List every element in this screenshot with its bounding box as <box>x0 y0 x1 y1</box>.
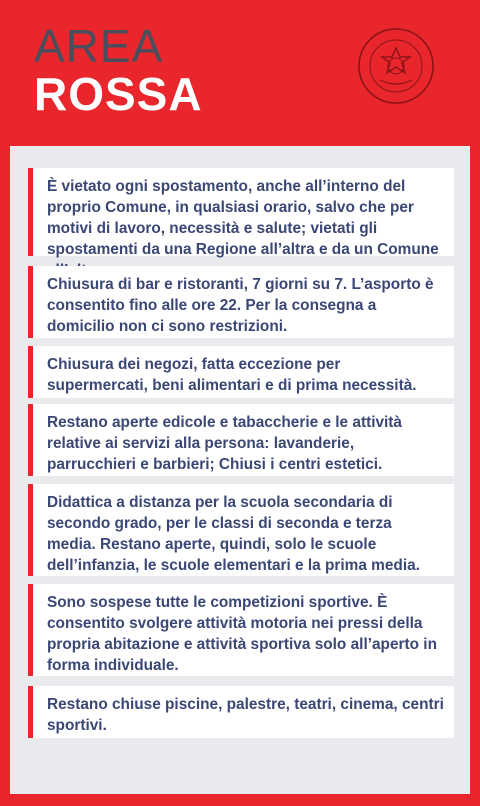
rule-card <box>28 168 454 256</box>
rule-card <box>28 686 454 738</box>
header <box>0 0 480 145</box>
rule-text: Chiusura dei negozi, fatta eccezione per supermercati, beni alimentari e di prima necessità. <box>47 356 417 394</box>
rule-text: Chiusura di bar e ristoranti, 7 giorni su 7. L’asporto è consentito fino alle ore 22. Per la consegna a domicilio non ci sono restrizioni. <box>47 276 434 335</box>
rule-text: Sono sospese tutte le competizioni sportive. È consentito svolgere attività motoria nei pressi della propria abitazione e attività sportiva solo all’aperto in forma individuale. <box>47 594 437 674</box>
title-area: AREA <box>34 20 164 72</box>
title-rossa: ROSSA <box>34 68 203 120</box>
rule-text: Restano chiuse piscine, palestre, teatri, cinema, centri sportivi. <box>47 696 444 734</box>
rule-text: Restano aperte edicole e tabaccherie e le attività relative ai servizi alla persona: lavanderie, parrucchieri e barbieri; Chiusi i centri estetici. <box>47 414 402 473</box>
rule-card <box>28 404 454 476</box>
rule-card <box>28 484 454 576</box>
seal-emblem-icon <box>342 26 450 106</box>
rule-text: Didattica a distanza per la scuola secondaria di secondo grado, per le classi di seconda e terza media. Restano aperte, quindi, solo le scuole dell’infanzia, le scuole elementari e la prima media. <box>47 494 420 574</box>
rule-card <box>28 346 454 398</box>
rule-text: È vietato ogni spostamento, anche all’interno del proprio Comune, in qualsiasi orario, salvo che per motivi di lavoro, necessità e salute; vietati gli spostamenti da una Regione all’altra e da un Comune <box>47 178 439 258</box>
rule-card <box>28 584 454 676</box>
rule-card <box>28 266 454 338</box>
